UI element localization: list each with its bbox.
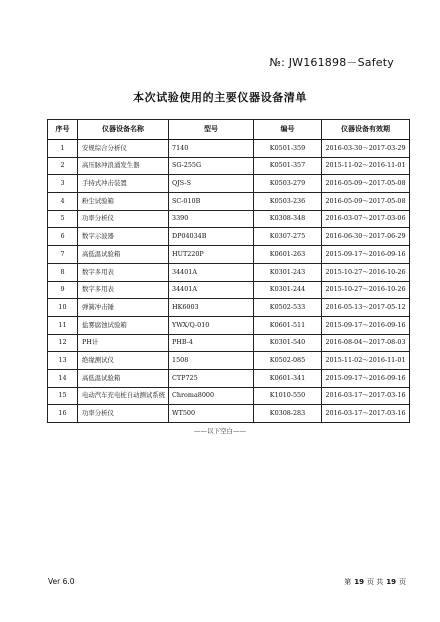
table-row [48, 263, 410, 281]
equipment-name: 粉尘试验箱 [78, 193, 169, 211]
row-index: 7 [48, 246, 78, 264]
validity-period: 2016-05-13～2017-05-12 [322, 299, 410, 317]
row-index: 15 [48, 387, 78, 405]
row-index: 14 [48, 369, 78, 387]
column-header-model: 型号 [169, 120, 254, 140]
validity-period: 2016-03-07～2017-03-06 [322, 210, 410, 228]
table-row [48, 405, 410, 423]
validity-period: 2016-03-30～2017-03-29 [322, 140, 410, 158]
equipment-code: K0503-236 [254, 193, 322, 211]
equipment-name: 电动汽车充电桩自动测试系统 [78, 387, 169, 405]
equipment-model: YWX/Q-010 [169, 316, 254, 334]
table-row [48, 175, 410, 193]
equipment-name: PH计 [78, 334, 169, 352]
column-header-code: 编号 [254, 120, 322, 140]
table-row [48, 334, 410, 352]
equipment-name: 安规综合分析仪 [78, 140, 169, 158]
row-index: 10 [48, 299, 78, 317]
equipment-model: HUT220P [169, 246, 254, 264]
equipment-model: QJS-S [169, 175, 254, 193]
current-page-number: 19 [354, 578, 365, 586]
validity-period: 2016-05-09～2017-05-08 [322, 175, 410, 193]
table-row [48, 193, 410, 211]
equipment-name: 高低温试验箱 [78, 246, 169, 264]
table-row [48, 352, 410, 370]
validity-period: 2016-05-09～2017-05-08 [322, 193, 410, 211]
page-title: 本次试验使用的主要仪器设备清单 [133, 91, 307, 104]
equipment-code: K0301-243 [254, 263, 322, 281]
equipment-code: K0501-359 [254, 140, 322, 158]
equipment-name: 数字示波器 [78, 228, 169, 246]
row-index: 12 [48, 334, 78, 352]
row-index: 8 [48, 263, 78, 281]
equipment-model: CTP725 [169, 369, 254, 387]
column-header-index: 序号 [48, 120, 78, 140]
equipment-model: Chroma8000 [169, 387, 254, 405]
table-header-row [48, 120, 410, 140]
row-index: 1 [48, 140, 78, 158]
equipment-model: 7140 [169, 140, 254, 158]
equipment-code: K0601-511 [254, 316, 322, 334]
row-index: 3 [48, 175, 78, 193]
equipment-name: 数字多用表 [78, 281, 169, 299]
equipment-name: 盐雾腐蚀试验箱 [78, 316, 169, 334]
validity-period: 2016-03-17～2017-03-16 [322, 405, 410, 423]
row-index: 6 [48, 228, 78, 246]
validity-period: 2015-10-27～2016-10-26 [322, 263, 410, 281]
total-page-number: 19 [386, 578, 396, 586]
row-index: 5 [48, 210, 78, 228]
equipment-model: 34401A [169, 263, 254, 281]
validity-period: 2015-09-17～2016-09-16 [322, 316, 410, 334]
table-row [48, 210, 410, 228]
table-row [48, 140, 410, 158]
equipment-code: K0301-540 [254, 334, 322, 352]
equipment-model: SC-010B [169, 193, 254, 211]
equipment-model: PHB-4 [169, 334, 254, 352]
table-row [48, 387, 410, 405]
column-header-validity: 仪器设备有效期 [322, 120, 410, 140]
table-row [48, 281, 410, 299]
equipment-name: 数字多用表 [78, 263, 169, 281]
equipment-code: K0503-279 [254, 175, 322, 193]
page-prefix: 第 [344, 578, 352, 586]
row-index: 4 [48, 193, 78, 211]
validity-period: 2015-10-27～2016-10-26 [322, 281, 410, 299]
equipment-name: 高低温试验箱 [78, 369, 169, 387]
document-number: №: JW161898－Safety [269, 56, 394, 69]
blank-below-note: ——以下空白—— [194, 427, 246, 435]
equipment-model: SG-255G [169, 157, 254, 175]
table-row [48, 316, 410, 334]
equipment-model: 1508 [169, 352, 254, 370]
equipment-name: 手持式冲击装置 [78, 175, 169, 193]
equipment-code: K0501-357 [254, 157, 322, 175]
table-row [48, 228, 410, 246]
page-indicator [344, 577, 406, 587]
equipment-model: HK6003 [169, 299, 254, 317]
equipment-model: 3390 [169, 210, 254, 228]
table-body [48, 140, 410, 423]
equipment-code: K0502-533 [254, 299, 322, 317]
validity-period: 2015-09-17～2016-09-16 [322, 246, 410, 264]
equipment-code: K0502-085 [254, 352, 322, 370]
equipment-code: K0308-348 [254, 210, 322, 228]
equipment-name: 功率分析仪 [78, 405, 169, 423]
validity-period: 2016-06-30～2017-06-29 [322, 228, 410, 246]
page-suffix: 页 [399, 578, 406, 586]
table-row [48, 299, 410, 317]
page-middle: 页 共 [367, 578, 384, 586]
equipment-code: K0307-275 [254, 228, 322, 246]
equipment-code: K1010-550 [254, 387, 322, 405]
equipment-code: K0301-244 [254, 281, 322, 299]
equipment-name: 高压脉冲浪涌发生器 [78, 157, 169, 175]
equipment-name: 绝缘测试仪 [78, 352, 169, 370]
validity-period: 2016-03-17～2017-03-16 [322, 387, 410, 405]
equipment-model: WT500 [169, 405, 254, 423]
validity-period: 2015-09-17～2016-09-16 [322, 369, 410, 387]
equipment-model: 34401A [169, 281, 254, 299]
row-index: 9 [48, 281, 78, 299]
validity-period: 2015-11-02～2016-11-01 [322, 157, 410, 175]
validity-period: 2015-11-02～2016-11-01 [322, 352, 410, 370]
equipment-code: K0601-341 [254, 369, 322, 387]
row-index: 16 [48, 405, 78, 423]
validity-period: 2016-08-04～2017-08-03 [322, 334, 410, 352]
equipment-model: DP04034B [169, 228, 254, 246]
table-row [48, 157, 410, 175]
version-label: Ver 6.0 [48, 577, 75, 586]
equipment-code: K0308-283 [254, 405, 322, 423]
equipment-name: 功率分析仪 [78, 210, 169, 228]
row-index: 2 [48, 157, 78, 175]
table-row [48, 369, 410, 387]
equipment-name: 弹簧冲击锤 [78, 299, 169, 317]
table-row [48, 246, 410, 264]
row-index: 13 [48, 352, 78, 370]
column-header-name: 仪器设备名称 [78, 120, 169, 140]
equipment-table [47, 119, 410, 423]
equipment-code: K0601-263 [254, 246, 322, 264]
row-index: 11 [48, 316, 78, 334]
